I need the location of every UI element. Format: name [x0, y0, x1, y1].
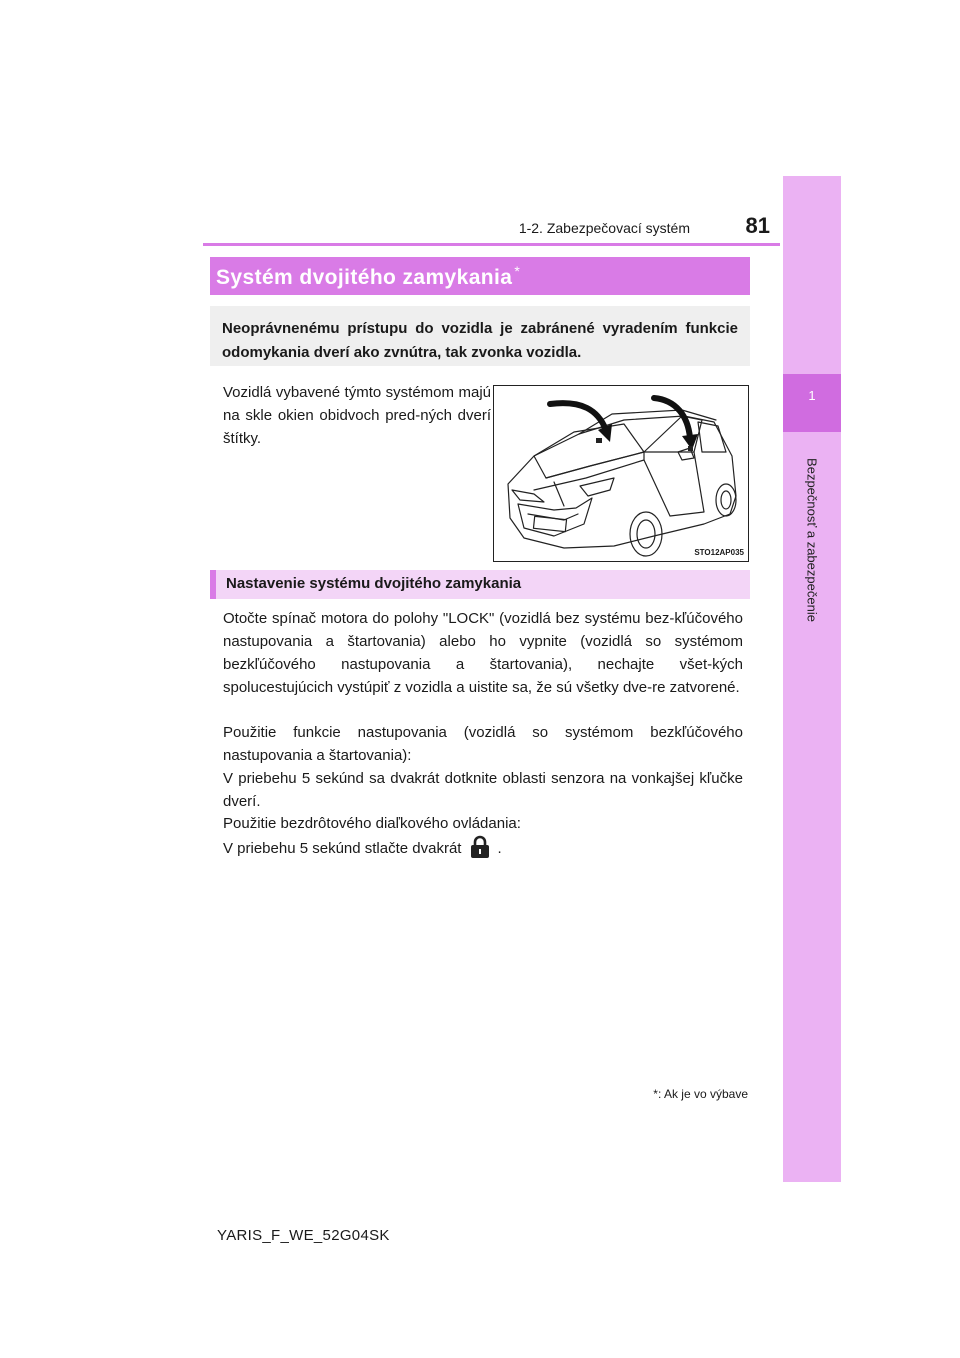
instruction-paragraph-2	[223, 721, 743, 813]
footnote-text: : Ak je vo výbave	[657, 1087, 748, 1101]
document-code: YARIS_F_WE_52G04SK	[217, 1227, 390, 1244]
chapter-tab-marker	[783, 374, 841, 432]
section-title	[216, 263, 520, 290]
page-number: 81	[745, 213, 770, 238]
remote-step	[223, 835, 743, 866]
optional-equipment-star: *	[514, 263, 521, 279]
chapter-side-tab	[783, 176, 841, 1182]
footnote-star: *	[653, 1087, 658, 1101]
remote-step-text: V priebehu 5 sekúnd stlačte dvakrát	[223, 840, 462, 857]
remote-step-end: .	[497, 840, 502, 857]
lock-icon	[469, 835, 491, 866]
car-illustration	[493, 385, 749, 562]
entry-function-step: V priebehu 5 sekúnd sa dvakrát dotknite oblasti senzora na vonkajšej kľučke dverí.	[223, 770, 743, 810]
illustration-code: STO12AP035	[694, 548, 744, 557]
chapter-number: 1	[808, 388, 816, 403]
chapter-title-text: Bezpečnosť a zabezpečenie	[804, 458, 820, 622]
remote-heading: Použitie bezdrôtového diaľkového ovládania:	[223, 815, 521, 832]
instruction-paragraph-3	[223, 812, 743, 866]
header-divider	[203, 243, 780, 246]
intro-summary: Neoprávnenému prístupu do vozidla je zabránené vyradením funkcie odomykania dverí ako zvnútra, tak zvonka vozidla.	[210, 306, 750, 366]
subsection-title: Nastavenie systému dvojitého zamykania	[226, 575, 522, 592]
header-section-title: 1-2. Zabezpečovací systém	[518, 220, 690, 236]
instruction-paragraph-1: Otočte spínač motora do polohy "LOCK" (vozidlá bez systému bez-kľúčového nastupovania a štartovania) alebo ho vypnite (vozidlá so systémom bezkľúčového nastupovania a štartovania), nechajte všet-kých spolucestujúcich vystúpiť z vozidla a uistite sa, že sú všetky dve-re zatvorené.	[223, 610, 743, 696]
entry-function-heading: Použitie funkcie nastupovania (vozidlá so systémom bezkľúčového nastupovania a štartovania):	[223, 724, 743, 764]
label-paragraph: Vozidlá vybavené týmto systémom majú na skle okien obidvoch pred-ných dverí štítky.	[223, 384, 491, 447]
footnote	[520, 1087, 748, 1101]
section-title-text: Systém dvojitého zamykania	[216, 266, 513, 289]
car-drawing	[494, 386, 748, 561]
